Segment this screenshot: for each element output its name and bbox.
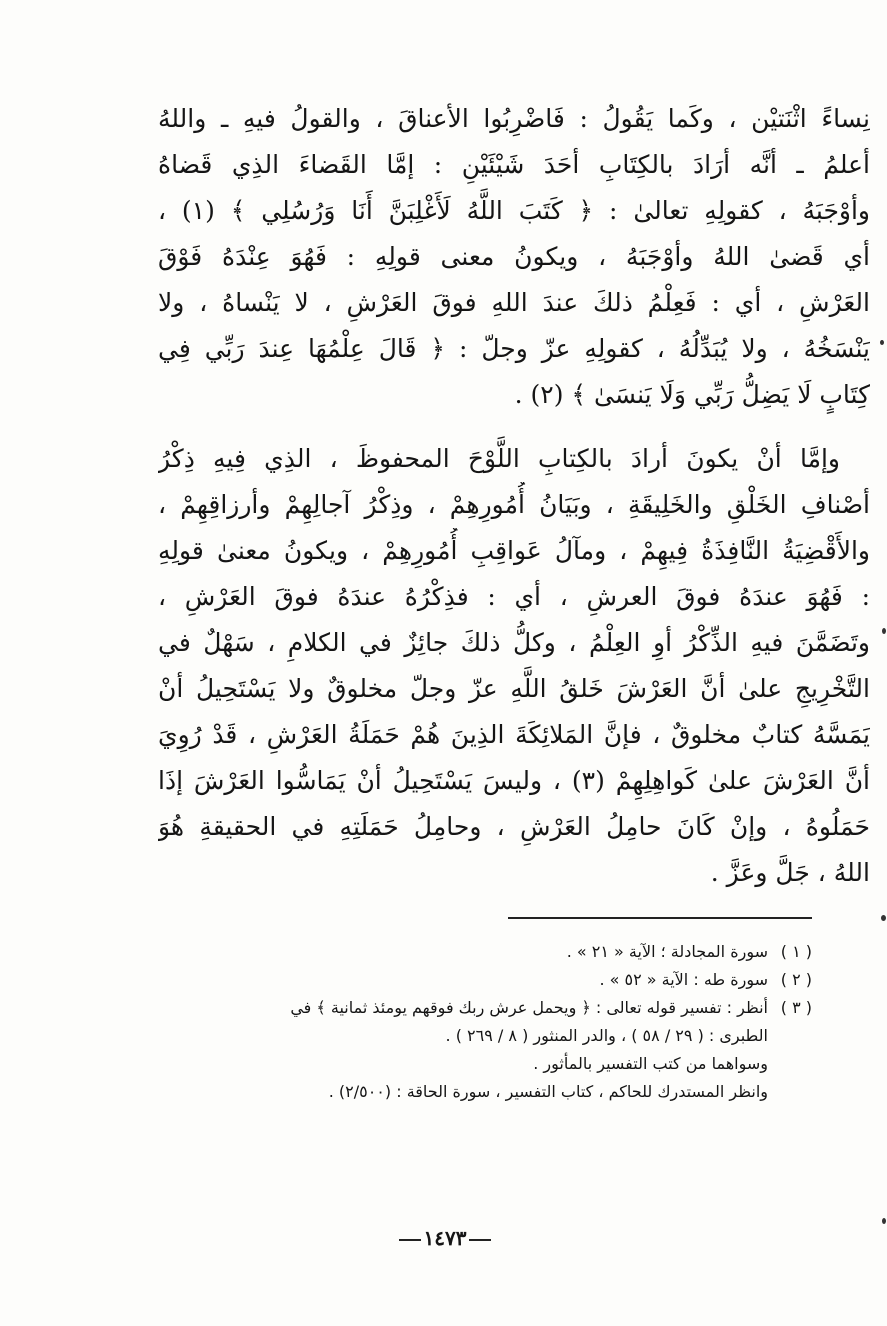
dash-decoration [399,1239,421,1241]
text-line: نِساءً اثْنَتيْن ، وكَما يَقُولُ : فَاضْرِبُوا الأعناقَ ، والقولُ فيهِ ـ واللهُ [158,104,870,133]
text-line: وإمَّا أنْ يكونَ أرادَ بالكِتابِ اللَّوْحَ المحفوظَ ، الذِي فِيهِ ذِكْرُ [158,444,840,473]
text-line: أعلمُ ـ أنَّه أرَادَ بالكِتَابِ أحَدَ شَيْئَيْنِ : إمَّا القَضاءَ الذِي قَضاهُ [158,150,870,179]
footnote-continuation: وسواهما من كتب التفسير بالمأثور . [533,1054,768,1073]
footnote-number: ( ١ ) [780,942,812,961]
text-line: حَمَلُوهُ ، وإنْ كَانَ حامِلُ العَرْشِ ، وحامِلُ حَمَلَتِهِ في الحقيقةِ هُوَ [158,812,870,841]
text-line: التَّخْرِيجِ علىٰ أنَّ العَرْشَ خَلقُ اللَّهِ عزّ وجلّ مخلوقٌ ولا يَسْتَحِيلُ أنْ [158,674,870,703]
footnote-item [170,994,812,1022]
text-line: والأَقْضِيَةُ النَّافِذَةُ فِيهِمْ ، ومآلُ عَواقِبِ أُمُورِهِمْ ، ويكونُ معنىٰ قولِهِ [158,536,870,565]
text-line: : فَهُوَ عندَهُ فوقَ العرشِ ، أي : فذِكْرُهُ عندَهُ فوقَ العَرْشِ ، [158,582,870,611]
paragraph-1 [158,96,870,418]
page-number-value: ١٤٧٣ [423,1226,467,1250]
footnote-divider [508,917,812,919]
scan-speck [882,628,886,634]
paragraph-2 [158,436,870,896]
text-line: أنَّ العَرْشَ علىٰ كَواهِلِهِمْ (٣) ، وليسَ يَسْتَحِيلُ أنْ يَمَاسُّوا العَرْشَ إذَا [158,766,870,795]
scan-speck [881,915,886,921]
footnote-text: سورة المجادلة ؛ الآية « ٢١ » . [566,942,768,961]
scan-speck [882,1218,886,1224]
text-line: يَنْسَخُهُ ، ولا يُبَدِّلُهُ ، كقولِهِ عزّ وجلّ : ﴿ قَالَ عِلْمُهَا عِندَ رَبِّي فِي [158,334,870,363]
text-line: وأوْجَبَهُ ، كقولِهِ تعالىٰ : ﴿ كَتَبَ اللَّهُ لَأَغْلِبَنَّ أَنَا وَرُسُلِي ﴾ (١) ، [158,196,870,225]
footnote-text: سورة طه : الآية « ٥٢ » . [599,970,768,989]
footnote-continuation: وانظر المستدرك للحاكم ، كتاب التفسير ، سورة الحاقة : (٢/٥٠٠) . [328,1082,768,1101]
dash-decoration [469,1239,491,1241]
footnote-continuation: الطبرى : ( ٢٩ / ٥٨ ) ، والدر المنثور ( ٨ / ٢٦٩ ) . [445,1026,768,1045]
text-line: العَرْشِ ، أي : فَعِلْمُ ذلكَ عندَ اللهِ فوقَ العَرْشِ ، لا يَنْساهُ ، ولا [158,288,870,317]
text-line: يَمَسَّهُ كتابٌ مخلوقٌ ، فإنَّ المَلائِكَةَ الذِينَ هُمْ حَمَلَةُ العَرْشِ ، قَدْ رُوِيَ [158,720,870,749]
footnote-number: ( ٣ ) [780,998,812,1017]
text-line: أي قَضىٰ اللهُ وأوْجَبَهُ ، ويكونُ معنى قولِهِ : فَهُوَ عِنْدَهُ فَوْقَ [158,242,870,271]
text-line: وتَضَمَّنَ فيهِ الذِّكْرُ أوِ العِلْمُ ، وكلُّ ذلكَ جائِزٌ في الكلامِ ، سَهْلٌ في [158,628,870,657]
footnote-text: أنظر : تفسير قوله تعالى : ﴿ ويحمل عرش ربك فوقهم يومئذ ثمانية ﴾ في [290,998,768,1017]
footnote-item [170,938,812,966]
text-line: كِتَابٍ لَا يَضِلُّ رَبِّي وَلَا يَنسَىٰ ﴾ (٢) . [514,380,870,409]
page-number [360,1226,530,1250]
footnotes [170,938,812,1106]
text-line: اللهُ ، جَلَّ وعَزَّ . [710,858,870,887]
text-line: أصْنافِ الخَلْقِ والخَلِيقَةِ ، وبَيَانُ أُمُورِهِمْ ، وذِكْرُ آجالِهِمْ وأرزاقِهِمْ ، [158,490,870,519]
scan-speck [880,340,884,345]
footnote-item [170,966,812,994]
footnote-number: ( ٢ ) [780,970,812,989]
